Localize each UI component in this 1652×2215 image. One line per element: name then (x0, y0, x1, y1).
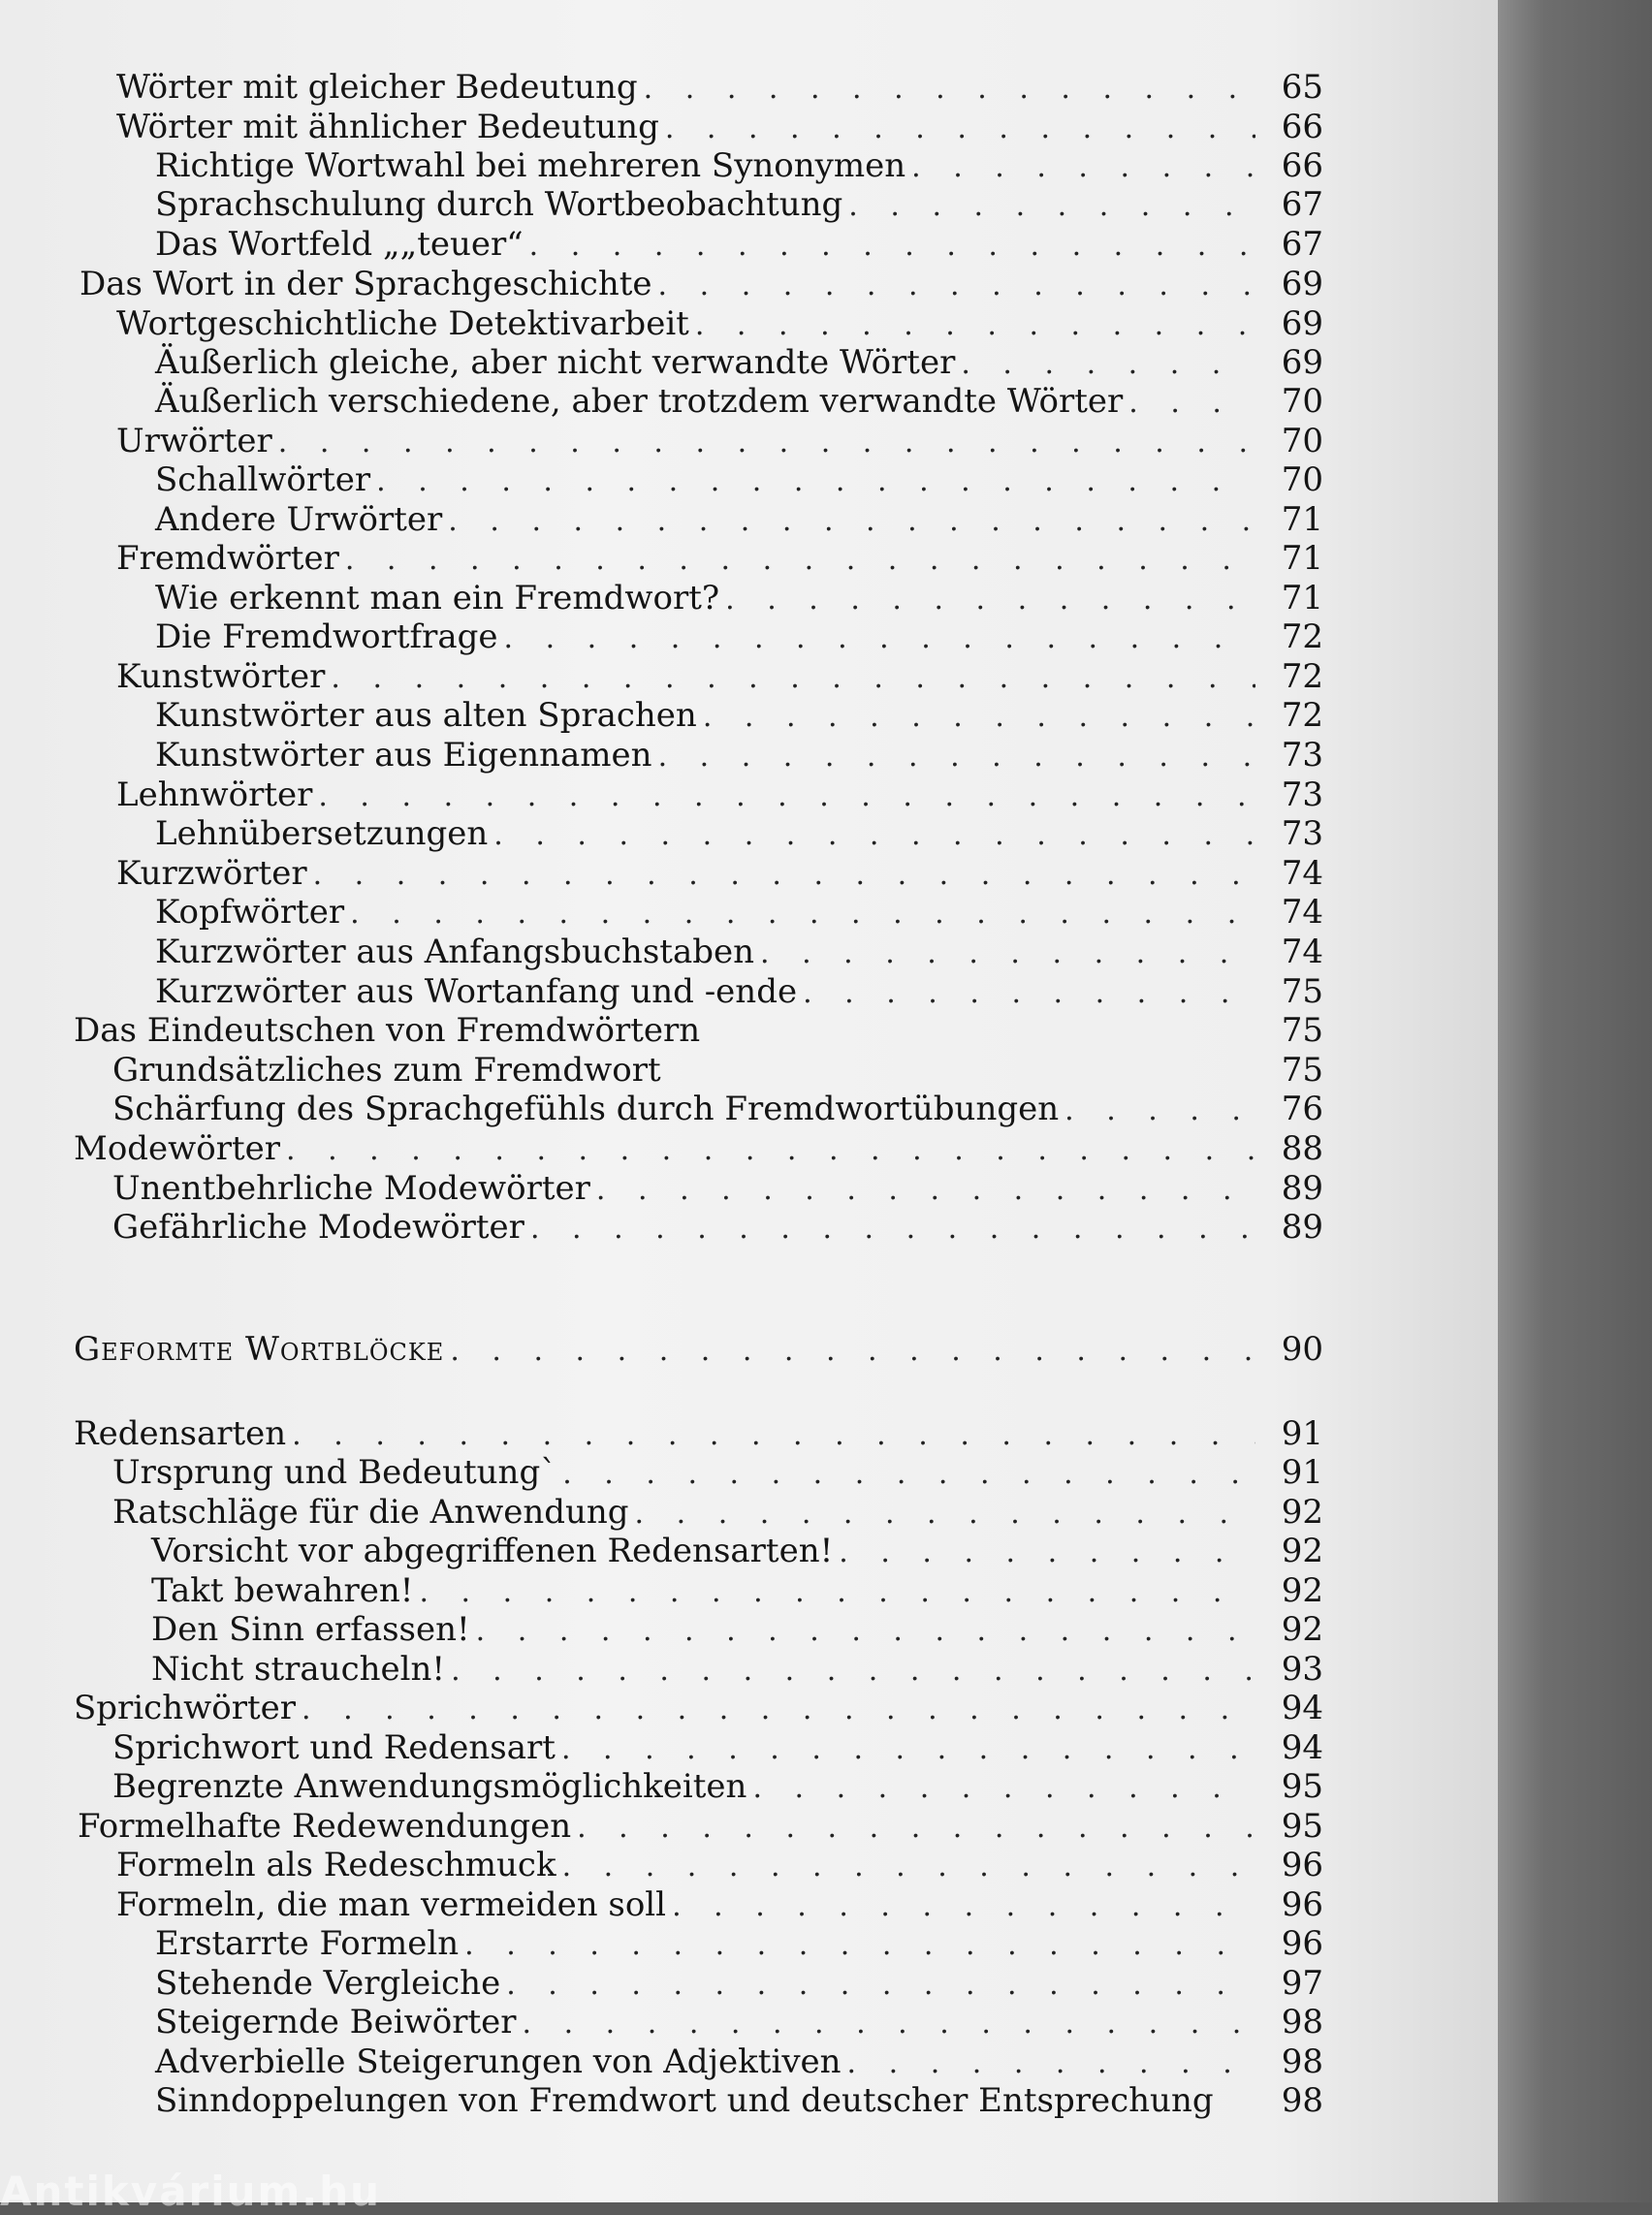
toc-page-number: 89 (1281, 1169, 1323, 1208)
toc-entry (155, 460, 1323, 499)
toc-page-number: 71 (1281, 579, 1323, 617)
toc-entry-label: Modewörter (74, 1129, 281, 1168)
toc-page-number: 67 (1281, 225, 1323, 264)
toc-page-number: 70 (1281, 460, 1323, 499)
toc-page-number: 71 (1281, 539, 1323, 578)
toc-entry-label: Äußerlich verschiedene, aber trotzdem verwandte Wörter (155, 382, 1124, 421)
toc-leader-dots (644, 70, 1255, 109)
toc-entry (116, 539, 1323, 578)
toc-leader-dots (658, 738, 1255, 776)
toc-leader-dots (839, 1534, 1255, 1572)
toc-leader-dots (286, 1131, 1255, 1170)
toc-entry-label: Adverbielle Steigerungen von Adjektiven (155, 2042, 842, 2081)
toc-entry (112, 1453, 1323, 1492)
toc-entry (116, 775, 1323, 814)
toc-entry (112, 1728, 1323, 1767)
toc-leader-dots (803, 974, 1255, 1013)
toc-entry (155, 185, 1323, 224)
toc-entry (155, 1964, 1323, 2003)
toc-entry (116, 1885, 1323, 1924)
toc-page-number: 67 (1281, 185, 1323, 224)
toc-entry (155, 972, 1323, 1011)
toc-page-number: 69 (1281, 304, 1323, 343)
toc-entry-label: Kunstwörter aus Eigennamen (155, 736, 652, 775)
toc-page-number: 70 (1281, 422, 1323, 460)
toc-page-number: 66 (1281, 146, 1323, 185)
toc-leader-dots (350, 895, 1255, 933)
toc-entry-label: Kurzwörter aus Anfangsbuchstaben (155, 933, 754, 971)
toc-page-number: 74 (1281, 893, 1323, 932)
toc-entry (74, 1129, 1323, 1168)
toc-page-number: 92 (1281, 1532, 1323, 1570)
toc-entry (155, 382, 1323, 421)
toc-leader-dots (464, 1926, 1255, 1965)
toc-entry (155, 696, 1323, 735)
toc-page-number: 74 (1281, 933, 1323, 971)
toc-page-number: 71 (1281, 500, 1323, 539)
toc-leader-dots (725, 581, 1255, 619)
toc-entry-label: Erstarrte Formeln (155, 1924, 460, 1963)
toc-leader-dots (635, 1495, 1255, 1534)
toc-entry (155, 893, 1323, 932)
toc-leader-dots (476, 1612, 1255, 1651)
toc-entry (112, 1090, 1323, 1128)
toc-entry (116, 657, 1323, 696)
toc-entry-label: Richtige Wortwahl bei mehreren Synonymen (155, 146, 906, 185)
toc-page-number: 95 (1281, 1767, 1323, 1806)
toc-entry-label: Schärfung des Sprachgefühls durch Fremdwortübungen (112, 1090, 1060, 1128)
toc-entry-label: Das Eindeutschen von Fremdwörtern (74, 1011, 701, 1050)
toc-leader-dots (302, 1691, 1255, 1729)
toc-page-number: 70 (1281, 382, 1323, 421)
toc-page-number: 98 (1281, 2081, 1323, 2120)
toc-leader-dots (493, 816, 1255, 855)
toc-entry (155, 579, 1323, 617)
toc-entry-label: Ratschläge für die Anwendung (112, 1493, 629, 1532)
toc-leader-dots (376, 462, 1255, 501)
toc-page-number: 75 (1281, 1051, 1323, 1090)
toc-leader-dots (760, 934, 1255, 973)
toc-leader-dots (292, 1416, 1255, 1455)
toc-entry (151, 1610, 1323, 1649)
toc-leader-dots (561, 1730, 1255, 1769)
toc-entry (151, 1650, 1323, 1689)
toc-entry-label: Das Wortfeld „„teuer“ (155, 225, 524, 264)
toc-entry-label: Sinndoppelungen von Fremdwort und deutscher Entsprechung (155, 2081, 1214, 2120)
toc-leader-dots (562, 1455, 1255, 1494)
toc-entry-label: Takt bewahren! (151, 1571, 414, 1610)
toc-page-number: 72 (1281, 617, 1323, 656)
toc-entry-label: Wie erkennt man ein Fremdwort? (155, 579, 720, 617)
toc-entry (155, 2042, 1323, 2081)
toc-leader-dots (345, 541, 1255, 580)
toc-entry-label: Vorsicht vor abgegriffenen Redensarten! (151, 1532, 834, 1570)
toc-page-number: 96 (1281, 1846, 1323, 1884)
toc-leader-dots (318, 777, 1255, 816)
toc-entry-label: Schallwörter (155, 460, 371, 499)
toc-entry-label: Äußerlich gleiche, aber nicht verwandte Wörter (155, 343, 956, 382)
toc-entry (74, 1011, 1323, 1050)
toc-page-number: 69 (1281, 265, 1323, 303)
toc-page-number: 73 (1281, 775, 1323, 814)
toc-page-number: 98 (1281, 2042, 1323, 2081)
toc-entry-label: Gefährliche Modewörter (112, 1208, 524, 1247)
toc-page-number: 74 (1281, 854, 1323, 893)
toc-page-number: 75 (1281, 972, 1323, 1011)
toc-entry (78, 1807, 1323, 1846)
toc-leader-dots (451, 1652, 1255, 1691)
toc-entry (155, 225, 1323, 264)
toc-entry-label: Nicht straucheln! (151, 1650, 446, 1689)
toc-entry (112, 1051, 1323, 1090)
toc-entry (155, 1924, 1323, 1963)
toc-entry-label: Wörter mit ähnlicher Bedeutung (116, 108, 659, 146)
toc-entry-label: Kunstwörter aus alten Sprachen (155, 696, 697, 735)
toc-page-number: 95 (1281, 1807, 1323, 1846)
toc-entry (155, 814, 1323, 853)
toc-entry-label: Urwörter (116, 422, 272, 460)
toc-entry-label: Wortgeschichtliche Detektivarbeit (116, 304, 689, 343)
toc-entry (155, 146, 1323, 185)
toc-page-number: 88 (1281, 1129, 1323, 1168)
toc-entry-label: Kurzwörter (116, 854, 307, 893)
toc-page-number: 97 (1281, 1964, 1323, 2003)
toc-leader-dots (278, 424, 1255, 462)
toc-entry (116, 1846, 1323, 1884)
toc-entry-label: Unentbehrliche Modewörter (112, 1169, 590, 1208)
toc-entry (151, 1532, 1323, 1570)
toc-entry-label: Fremdwörter (116, 539, 339, 578)
toc-leader-dots (506, 1966, 1255, 2005)
toc-page-number: 72 (1281, 696, 1323, 735)
toc-leader-dots (331, 659, 1255, 698)
toc-entry (155, 617, 1323, 656)
toc-leader-dots (752, 1769, 1255, 1808)
toc-page-number: 76 (1281, 1090, 1323, 1128)
toc-leader-dots (911, 148, 1255, 187)
toc-entry (112, 1493, 1323, 1532)
toc-entry-label: Sprichwort und Redensart (112, 1728, 556, 1767)
toc-entry-label: Stehende Vergleiche (155, 1964, 501, 2003)
toc-entry (112, 1208, 1323, 1247)
toc-entry-label: Steigernde Beiwörter (155, 2003, 517, 2041)
toc-leader-dots (529, 227, 1255, 266)
toc-page-number: 93 (1281, 1650, 1323, 1689)
toc-leader-dots (695, 306, 1255, 345)
toc-entry-label: Begrenzte Anwendungsmöglichkeiten (112, 1767, 747, 1806)
watermark: Antikvárium.hu (0, 2168, 382, 2215)
toc-entry (155, 500, 1323, 539)
toc-entry (116, 68, 1323, 107)
toc-entry (74, 1414, 1323, 1453)
toc-leader-dots (577, 1809, 1255, 1848)
toc-leader-dots (504, 619, 1255, 658)
toc-entry (79, 265, 1323, 303)
toc-page-number: 96 (1281, 1924, 1323, 1963)
toc-entry (112, 1169, 1323, 1208)
toc-entry (116, 854, 1323, 893)
toc-page-number: 98 (1281, 2003, 1323, 2041)
toc-page-number: 94 (1281, 1689, 1323, 1727)
toc-leader-dots (961, 345, 1255, 384)
toc-page-number: 73 (1281, 814, 1323, 853)
toc-leader-dots (419, 1573, 1255, 1612)
toc-entry (116, 108, 1323, 146)
toc-entry (116, 304, 1323, 343)
toc-entry (155, 2081, 1323, 2120)
toc-leader-dots (530, 1210, 1255, 1249)
toc-leader-dots (847, 2044, 1255, 2083)
toc-leader-dots (596, 1171, 1255, 1210)
toc-entry-label: Sprachschulung durch Wortbeobachtung (155, 185, 843, 224)
toc-page-number: 94 (1281, 1728, 1323, 1767)
toc-page-number: 65 (1281, 68, 1323, 107)
page-edge-shadow (1498, 0, 1652, 2202)
toc-entry-label: Grundsätzliches zum Fremdwort (112, 1051, 661, 1090)
toc-page-number: 96 (1281, 1885, 1323, 1924)
toc-leader-dots (562, 1848, 1255, 1886)
toc-page-number: 90 (1281, 1330, 1323, 1369)
toc-leader-dots (658, 267, 1255, 305)
toc-entry-label: Ursprung und Bedeutung` (112, 1453, 557, 1492)
toc-leader-dots (448, 502, 1255, 541)
toc-page-number: 92 (1281, 1571, 1323, 1610)
toc-entry-label: Wörter mit gleicher Bedeutung (116, 68, 638, 107)
toc-leader-dots (848, 187, 1255, 226)
toc-page-number: 92 (1281, 1610, 1323, 1649)
toc-leader-dots (1128, 384, 1255, 423)
toc-leader-dots (665, 110, 1255, 148)
toc-entry-label: Kopfwörter (155, 893, 345, 932)
toc-entry-label: Formeln, die man vermeiden soll (116, 1885, 667, 1924)
toc-entry (155, 736, 1323, 775)
toc-entry (116, 422, 1323, 460)
toc-entry-label: Formelhafte Redewendungen (78, 1807, 572, 1846)
toc-entry-label: Die Fremdwortfrage (155, 617, 498, 656)
toc-entry-label: Lehnwörter (116, 775, 313, 814)
toc-entry (155, 933, 1323, 971)
toc-entry-label: Geformte Wortblöcke (74, 1330, 445, 1369)
toc-entry-label: Formeln als Redeschmuck (116, 1846, 556, 1884)
toc-page-number: 91 (1281, 1453, 1323, 1492)
toc-page-number: 72 (1281, 657, 1323, 696)
toc-entry-label: Sprichwörter (74, 1689, 296, 1727)
toc-leader-dots (1064, 1092, 1255, 1130)
toc-entry (112, 1767, 1323, 1806)
toc-entry (74, 1689, 1323, 1727)
toc-page-number: 92 (1281, 1493, 1323, 1532)
toc-page-number: 69 (1281, 343, 1323, 382)
toc-page-number: 73 (1281, 736, 1323, 775)
toc-page-number: 75 (1281, 1011, 1323, 1050)
toc-entry-label: Kunstwörter (116, 657, 326, 696)
toc-entry-label: Kurzwörter aus Wortanfang und -ende (155, 972, 798, 1011)
toc-leader-dots (523, 2005, 1255, 2043)
toc-entry-label: Den Sinn erfassen! (151, 1610, 470, 1649)
toc-leader-dots (703, 698, 1255, 737)
toc-leader-dots (313, 856, 1255, 895)
toc-entry (151, 1571, 1323, 1610)
toc-page-number: 91 (1281, 1414, 1323, 1453)
toc-entry-label: Redensarten (74, 1414, 287, 1453)
toc-page-number: 89 (1281, 1208, 1323, 1247)
toc-leader-dots (450, 1332, 1255, 1371)
toc-entry (155, 2003, 1323, 2041)
toc-leader-dots (672, 1887, 1255, 1926)
toc-entry (155, 343, 1323, 382)
toc-section-heading (74, 1330, 1323, 1369)
toc-entry-label: Das Wort in der Sprachgeschichte (79, 265, 652, 303)
toc-entry-label: Andere Urwörter (155, 500, 443, 539)
toc-entry-label: Lehnübersetzungen (155, 814, 489, 853)
toc-page-number: 66 (1281, 108, 1323, 146)
